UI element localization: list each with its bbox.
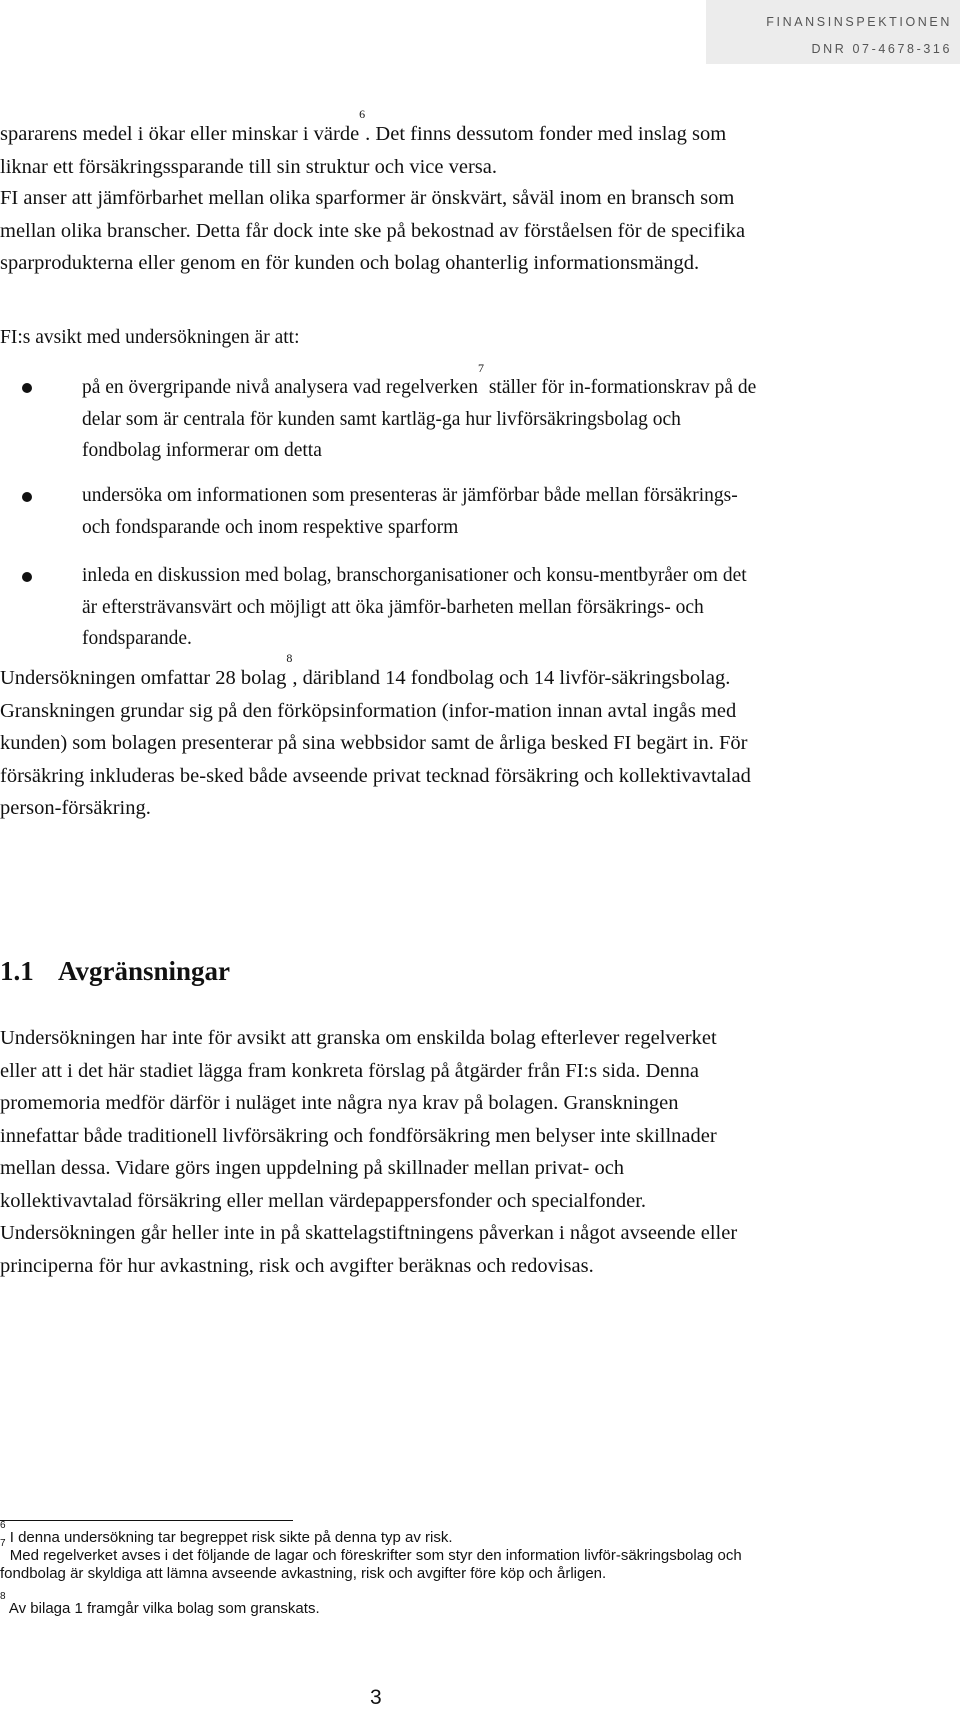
paragraph-3: FI:s avsikt med undersökningen är att: <box>0 327 300 348</box>
footnote-separator <box>0 1520 293 1521</box>
paragraph-1 <box>0 107 752 183</box>
paragraph-4-text-b: , däribland 14 fondbolag och 14 livför-säkringsbolag. Granskningen grundar sig på den förköpsinformation (infor-mation innan avtal ingås med kunden) som bolagen presenterar på sina webbsidor samt de årliga besked FI begärt in. För försäkring inkluderas be-sked både avseende privat tecknad försäkring och kollektivavtalad person-försäkring. <box>0 667 751 819</box>
paragraph-2: FI anser att jämförbarhet mellan olika sparformer är önskvärt, såväl inom en bransch som mellan olika branscher. Detta får dock inte ske på bekostnad av förståelsen för de specifika sparprodukterna eller genom en för kunden och bolag ohanterlig informationsmängd. <box>0 187 746 274</box>
footnote-number: 7 <box>0 1538 6 1549</box>
footnote-number: 8 <box>0 1591 6 1602</box>
footnote-text: Av bilaga 1 framgår vilka bolag som granskats. <box>8 1600 320 1617</box>
bullet-dot-icon <box>22 492 32 502</box>
document-header <box>706 0 960 64</box>
paragraph-4-text-a: Undersökningen omfattar 28 bolag <box>0 667 287 689</box>
footnote-6 <box>0 1520 752 1547</box>
paragraph-4 <box>0 651 752 825</box>
document-number: DNR 07-4678-316 <box>811 42 952 56</box>
bullet-dot-icon <box>22 383 32 393</box>
bullet-1-text-a: på en övergripande nivå analysera vad regelverken <box>82 377 478 398</box>
footnote-ref-6[interactable]: 6 <box>359 107 366 121</box>
footnote-number: 6 <box>0 1520 6 1531</box>
section-heading <box>0 956 230 987</box>
paragraph-1-text-a: spararens medel i ökar eller minskar i värde <box>0 123 360 145</box>
paragraph-1-text-b: . Det finns dessutom fonder med inslag som liknar ett försäkringssparande till sin struktur och vice versa. <box>0 123 727 178</box>
footnote-7 <box>0 1538 752 1583</box>
section-number: 1.1 <box>0 956 34 986</box>
footnote-text: Med regelverket avses i det följande de lagar och föreskrifter som styr den information livför-säkringsbolag och fondbolag är skyldiga att lämna avseende avkastning, risk och avgifter före köp och årligen. <box>0 1547 742 1582</box>
bullet-dot-icon <box>22 572 32 582</box>
section-body: Undersökningen har inte för avsikt att granska om enskilda bolag efterlever regelverket eller att i det här stadiet lägga fram konkreta förslag på åtgärder från FI:s sida. Denna promemoria medför därför i nuläget inte några nya krav på bolagen. Granskningen innefattar både traditionell livförsäkring och fondförsäkring men belyser inte skillnader mellan dessa. Vidare görs ingen uppdelning på skillnader mellan privat- och kollektivavtalad försäkring eller mellan värdepappersfonder och specialfonder. Undersökningen går heller inte in på skattelagstiftningens påverkan i något avseende eller principerna för hur avkastning, risk och avgifter beräknas och redovisas. <box>0 1027 738 1277</box>
section-title: Avgränsningar <box>58 956 231 986</box>
page-number: 3 <box>370 1686 382 1709</box>
footnote-8 <box>0 1591 752 1618</box>
bullet-item-1 <box>82 361 762 467</box>
bullet-item-3: inleda en diskussion med bolag, branschorganisationer och konsu-mentbyråer om det är eftersträvansvärt och möjligt att öka jämför-barheten mellan försäkrings- och fondsparande. <box>82 565 747 649</box>
organization-name: FINANSINSPEKTIONEN <box>766 15 952 29</box>
footnote-ref-8[interactable]: 8 <box>286 651 293 665</box>
bullet-item-2: undersöka om informationen som presenteras är jämförbar både mellan försäkrings- och fondsparande och inom respektive sparform <box>82 485 738 538</box>
footnote-ref-7[interactable]: 7 <box>477 361 484 375</box>
footnote-text: I denna undersökning tar begreppet risk sikte på denna typ av risk. <box>9 1529 453 1546</box>
bullet-1-text-b: ställer för in-formationskrav på de delar som är centrala för kunden samt kartläg-ga hur livförsäkringsbolag och fondbolag informerar om detta <box>82 377 757 461</box>
